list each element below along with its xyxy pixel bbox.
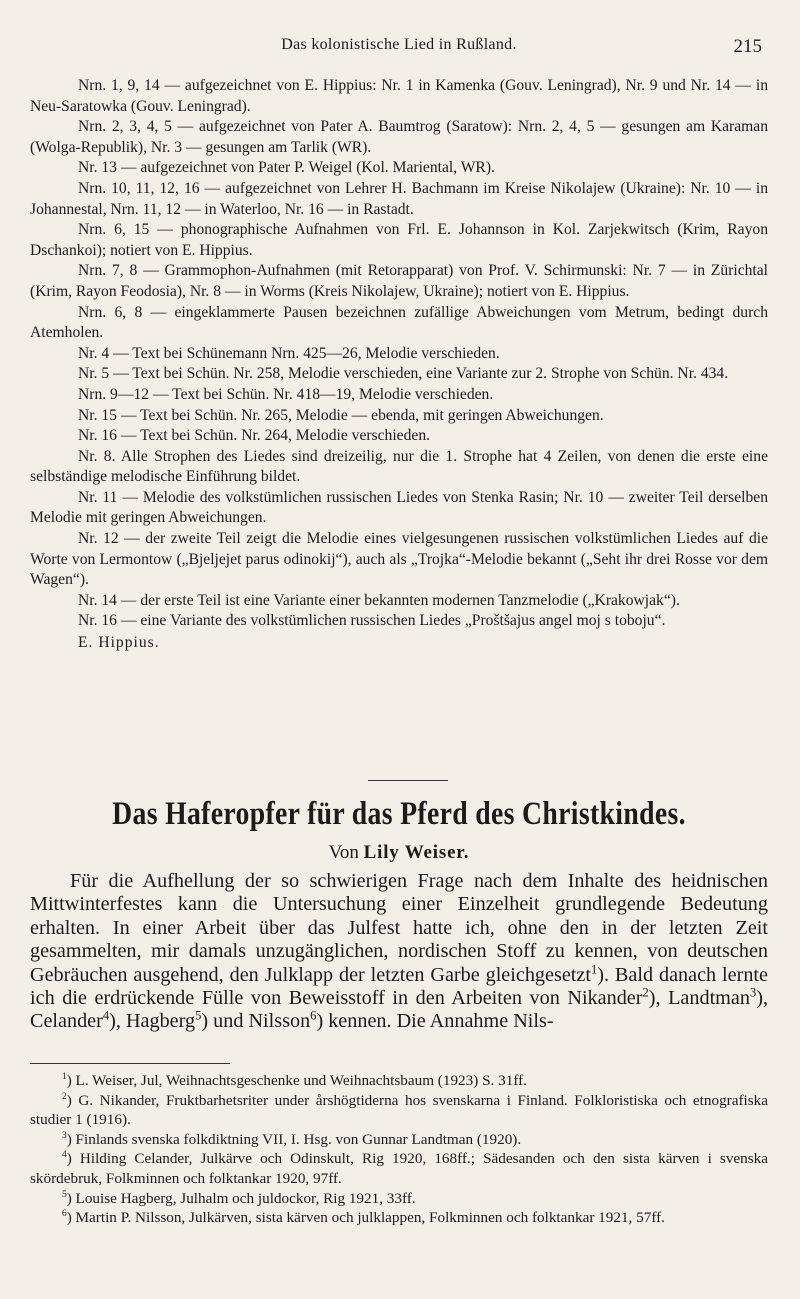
note-paragraph: Nr. 16 — eine Variante des volkstümlichen russischen Liedes „Proštšajus angel moj s toboju“. <box>78 612 666 630</box>
note-paragraph: Nr. 13 — aufgezeichnet von Pater P. Weigel (Kol. Mariental, WR). <box>78 159 495 177</box>
byline <box>30 842 768 864</box>
running-header <box>30 36 768 60</box>
footnote-rule <box>30 1063 230 1064</box>
note-paragraph: Nr. 14 — der erste Teil ist eine Variante einer bekannten modernen Tanzmelodie („Krakowjak“). <box>78 591 680 609</box>
note-paragraph: Nr. 5 — Text bei Schün. Nr. 258, Melodie verschieden, eine Variante zur 2. Strophe von Schün. Nr. 434. <box>78 365 729 383</box>
note-paragraph: Nrn. 10, 11, 12, 16 — aufgezeichnet von Lehrer H. Bachmann im Kreise Nikolajew (Ukraine): Nr. 10 — in Johannestal, Nrn. 11, 12 — in Waterloo, Nr. 16 — in Rastadt. <box>30 179 768 218</box>
source-notes <box>30 76 768 654</box>
note-paragraph: Nr. 11 — Melodie des volkstümlichen russischen Liedes von Stenka Rasin; Nr. 10 — zweiter Teil derselben Melodie mit geringen Abweichungen. <box>30 488 768 527</box>
footnote-ref: 2 <box>642 985 649 1000</box>
footnote: $^1$) L. Weiser, Jul, Weihnachtsgeschenke und Weihnachtsbaum (1923) S. 31ff. <box>62 1071 527 1089</box>
footnotes <box>30 1071 768 1228</box>
note-paragraph: Nrn. 9—12 — Text bei Schün. Nr. 418—19, Melodie verschieden. <box>78 385 494 403</box>
footnote-ref: 6 <box>310 1008 317 1023</box>
footnote-ref: 5 <box>195 1008 202 1023</box>
signature: E. Hippius. <box>78 634 160 652</box>
footnote: $^2$) G. Nikander, Fruktbarhetsriter under årshögtiderna hos svenskarna i Finland. Folkloristiska och etnografiska studier 1 (1916). <box>30 1091 768 1129</box>
section-divider <box>368 780 448 781</box>
footnote-mark: 5 <box>62 1189 67 1200</box>
page-number: 215 <box>733 36 762 57</box>
running-title: Das kolonistische Lied in Rußland. <box>281 36 517 53</box>
article-title: Das Haferopfer für das Pferd des Christkindes. <box>112 796 686 832</box>
footnote-mark: 6 <box>62 1209 67 1220</box>
footnote: $^4$) Hilding Celander, Julkärve och Odinskult, Rig 1920, 168ff.; Sädesanden och den sista kärven i svenska skördebruk, Folkminnen och folktankar 1920, 97ff. <box>30 1150 768 1187</box>
footnote: $^3$) Finlands svenska folkdiktning VII, I. Hsg. von Gunnar Landtman (1920). <box>62 1130 522 1148</box>
note-paragraph: Nr. 12 — der zweite Teil zeigt die Melodie eines vielgesungenen russischen volkstümlichen Liedes auf die Worte von Lermontow („Bjeljejet parus odinokij“), auch als „Trojka“-Melodie bekannt („Seht ihr drei Rosse vor dem Wagen“). <box>30 530 768 589</box>
footnote-mark: 2 <box>62 1091 67 1102</box>
footnote-mark: 3 <box>62 1130 67 1141</box>
footnote-mark: 4 <box>62 1150 67 1161</box>
note-paragraph: Nrn. 6, 8 — eingeklammerte Pausen bezeichnen zufällige Abweichungen vom Metrum, bedingt durch Atemholen. <box>30 303 768 342</box>
footnote-ref: 4 <box>102 1008 110 1023</box>
note-paragraph: Nr. 15 — Text bei Schün. Nr. 265, Melodie — ebenda, mit geringen Abweichungen. <box>78 406 604 424</box>
article-body <box>30 870 768 1034</box>
author-name: Lily Weiser. <box>363 842 470 863</box>
byline-prefix: Von <box>328 842 359 863</box>
note-paragraph: Nrn. 6, 15 — phonographische Aufnahmen von Frl. E. Johannson in Kol. Zarjekwitsch (Krim, Rayon Dschankoi); notiert von E. Hippius. <box>30 221 768 259</box>
note-paragraph: Nrn. 1, 9, 14 — aufgezeichnet von E. Hippius: Nr. 1 in Kamenka (Gouv. Leningrad), Nr. 9 und Nr. 14 — in Neu-Saratowka (Gouv. Leningrad). <box>30 77 768 115</box>
note-paragraph: Nrn. 2, 3, 4, 5 — aufgezeichnet von Pater A. Baumtrog (Saratow): Nrn. 2, 4, 5 — gesungen am Karaman (Wolga-Republik), Nr. 3 — gesungen am Tarlik (WR). <box>30 118 768 156</box>
footnote: $^5$) Louise Hagberg, Julhalm och juldockor, Rig 1921, 33ff. <box>62 1189 416 1207</box>
footnote-mark: 1 <box>62 1071 67 1082</box>
footnote-ref: 3 <box>749 985 757 1000</box>
note-paragraph: Nrn. 7, 8 — Grammophon-Aufnahmen (mit Retorapparat) von Prof. V. Schirmunski: Nr. 7 — in Zürichtal (Krim, Rayon Feodosia), Nr. 8 — in Worms (Kreis Nikolajew, Ukraine); notiert von E. Hippius. <box>30 262 768 300</box>
footnote-ref: 1 <box>590 961 598 976</box>
footnote: $^6$) Martin P. Nilsson, Julkärven, sista kärven och julklappen, Folkminnen och folktankar 1921, 57ff. <box>62 1209 665 1227</box>
note-paragraph: Nr. 16 — Text bei Schün. Nr. 264, Melodie verschieden. <box>78 427 431 445</box>
note-paragraph: Nr. 4 — Text bei Schünemann Nrn. 425—26, Melodie verschieden. <box>78 344 500 362</box>
body-paragraph: Für die Aufhellung der so schwierigen Frage nach dem Inhalte des heidnischen Mittwinterfestes kann die Untersuchung einer Einzelheit grundlegende Bedeutung erhalten. In einer Arbeit über das Julfest hatte ich, ohne den in der letzten Zeit gesammelten, mir damals unzugänglichen, nordischen Stoff zu kennen, von deutschen Gebräuchen ausgehend, den Julklapp der letzten Garbe gleichgesetzt$^1$). Bald danach lernte ich die erdrückende Fülle von Beweisstoff in den Arbeiten von Nikander$^2$), Landtman$^3$), Celander$^4$), Hagberg$^5$) und Nilsson$^6$) kennen. Die Annahme Nils- <box>30 870 769 1033</box>
note-paragraph: Nr. 8. Alle Strophen des Liedes sind dreizeilig, nur die 1. Strophe hat 4 Zeilen, von denen die erste eine selbständige melodische Einführung bildet. <box>30 447 768 486</box>
